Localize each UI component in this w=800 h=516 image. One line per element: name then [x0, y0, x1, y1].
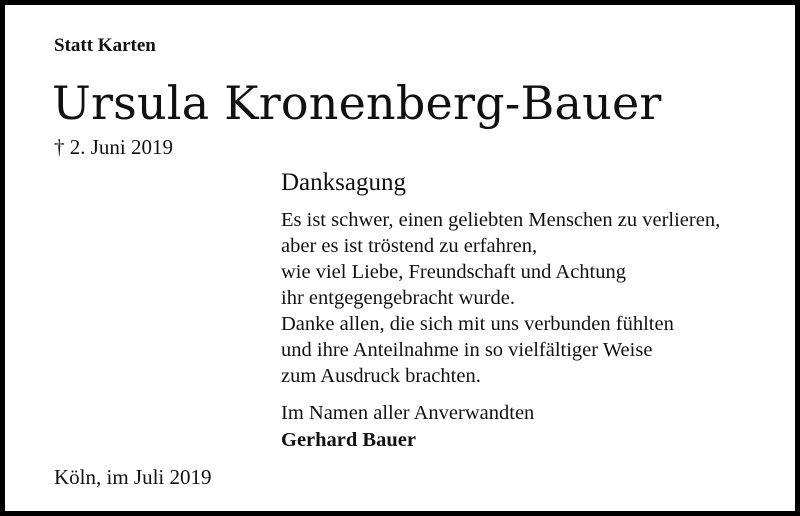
- notice-header: Statt Karten: [54, 35, 156, 56]
- thanks-title: Danksagung: [281, 169, 406, 196]
- text-line: zum Ausdruck brachten.: [281, 365, 481, 387]
- text-line: aber es ist tröstend zu erfahren,: [281, 235, 538, 257]
- text-line: ihr entgegengebracht wurde.: [281, 287, 515, 309]
- text-line: wie viel Liebe, Freundschaft und Achtung: [281, 261, 626, 283]
- text-line: und ihre Anteilnahme in so vielfältiger Weise: [281, 339, 653, 361]
- signature-name: Gerhard Bauer: [281, 429, 416, 451]
- text-line: Danke allen, die sich mit uns verbunden fühlten: [281, 313, 674, 335]
- deceased-name: Ursula Kronenberg-Bauer: [52, 76, 662, 130]
- place-date: Köln, im Juli 2019: [54, 465, 212, 489]
- death-date: † 2. Juni 2019: [54, 135, 174, 159]
- text-line: Es ist schwer, einen geliebten Menschen zu verlieren,: [281, 209, 721, 231]
- thanks-text: [281, 207, 720, 389]
- signature-intro: Im Namen aller Anverwandten: [281, 402, 535, 424]
